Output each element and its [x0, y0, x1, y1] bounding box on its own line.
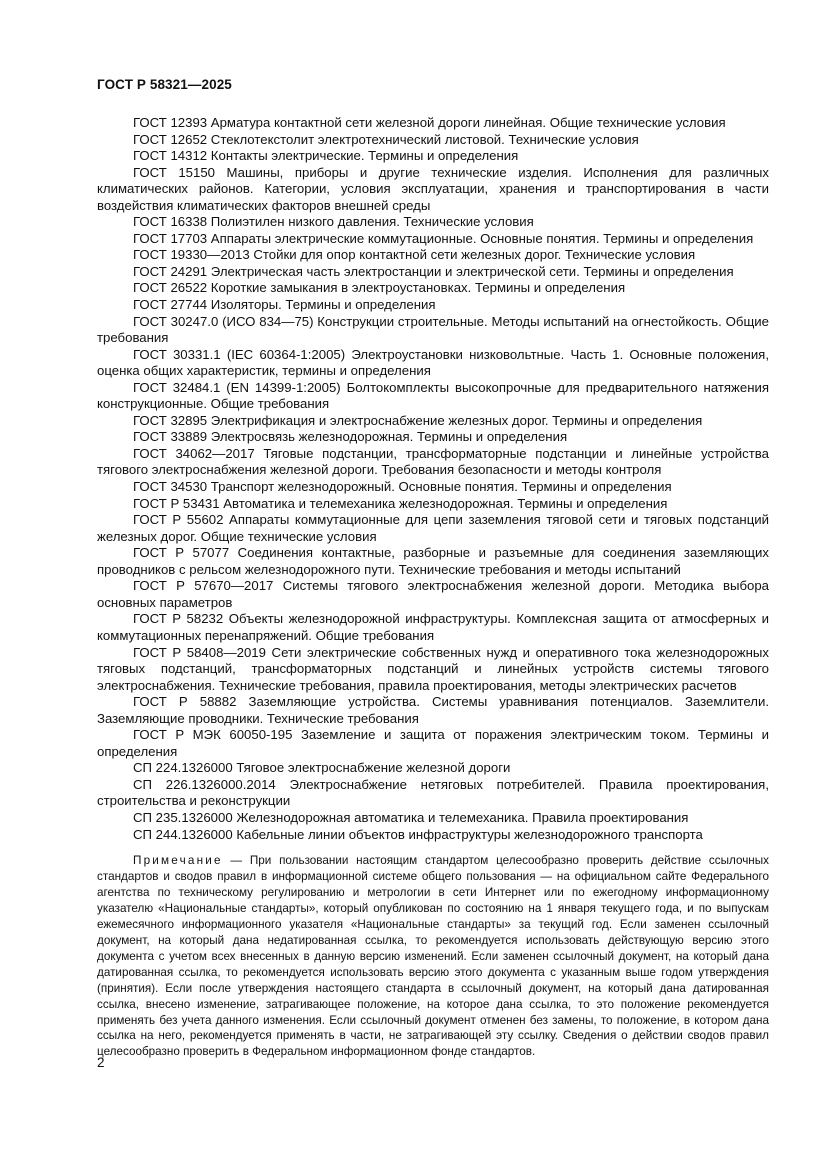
normative-references-list — [97, 115, 769, 843]
reference-item: ГОСТ Р 55602 Аппараты коммутационные для цепи заземления тяговой сети и тяговых подстанций железных дорог. Общие технические условия — [97, 512, 769, 544]
note-block — [97, 853, 769, 1060]
reference-item: СП 235.1326000 Железнодорожная автоматика и телемеханика. Правила проектирования — [133, 809, 689, 825]
reference-item: ГОСТ 19330—2013 Стойки для опор контактной сети железных дорог. Технические условия — [133, 247, 696, 263]
note-paragraph — [97, 853, 769, 1060]
reference-item: ГОСТ Р 53431 Автоматика и телемеханика железнодорожная. Термины и определения — [133, 495, 668, 511]
note-text: — При пользовании настоящим стандартом целесообразно проверить действие ссылочных стандартов и сводов правил в информационной системе общего пользования — на официальном сайте Федерального агентства по техническому регулированию и метрологии в сети Интернет или по ежегодному информационному указателю «Национальные стандарты», который опубликован по состоянию на 1 января текущего года, и по выпускам ежемесячного информационного указателя «Национальные стандарты» за текущий год. Если заменен ссылочный документ, на который дана недатированная ссылка, то рекомендуется использовать действующую версию этого документа с учетом всех внесенных в данную версию изменений. Если заменен ссылочный документ, на который дана датированная ссылка, то рекомендуется использовать версию этого документа с указанным выше годом утверждения (принятия). Если после утверждения настоящего стандарта в ссылочный документ, на который дана датированная ссылка, внесено изменение, затрагивающее положение, на которое дана ссылка, то это положение рекомендуется применять без учета данного изменения. Если ссылочный документ отменен без замены, то положение, в котором дана ссылка на него, рекомендуется применять в части, не затрагивающей эту ссылку. Сведения о действии сводов правил целесообразно проверить в Федеральном информационном фонде стандартов. — [97, 854, 769, 1059]
reference-item: ГОСТ 26522 Короткие замыкания в электроустановках. Термины и определения — [133, 280, 626, 296]
reference-item: ГОСТ Р МЭК 60050-195 Заземление и защита от поражения электрическим током. Термины и определения — [97, 727, 769, 759]
reference-item: ГОСТ Р 58232 Объекты железнодорожной инфраструктуры. Комплексная защита от атмосферных и коммутационных перенапряжений. Общие требования — [97, 611, 769, 643]
reference-item: ГОСТ 27744 Изоляторы. Термины и определения — [133, 297, 436, 313]
reference-item: ГОСТ Р 58408—2019 Сети электрические собственных нужд и оперативного тока железнодорожных тяговых подстанций, трансформаторных подстанций и линейных устройств системы тягового электроснабжения. Технические требования, правила проектирования, методы электрических расчетов — [97, 644, 769, 693]
reference-item: СП 224.1326000 Тяговое электроснабжение железной дороги — [133, 760, 511, 776]
reference-item: ГОСТ 34530 Транспорт железнодорожный. Основные понятия. Термины и определения — [133, 479, 672, 495]
reference-item: СП 244.1326000 Кабельные линии объектов инфраструктуры железнодорожного транспорта — [133, 826, 703, 842]
reference-item: ГОСТ 30247.0 (ИСО 834—75) Конструкции строительные. Методы испытаний на огнестойкость. Общие требования — [97, 313, 769, 346]
note-label: Примечание — [133, 854, 223, 867]
reference-item: ГОСТ 14312 Контакты электрические. Термины и определения — [133, 148, 519, 164]
reference-item: СП 226.1326000.2014 Электроснабжение нетяговых потребителей. Правила проектирования, строительства и реконструкции — [97, 776, 769, 809]
reference-item: ГОСТ 34062—2017 Тяговые подстанции, трансформаторные подстанции и линейные устройства тягового электроснабжения железной дороги. Требования безопасности и методы контроля — [97, 445, 769, 478]
reference-item: ГОСТ Р 57670—2017 Системы тягового электроснабжения железной дороги. Методика выбора основных параметров — [97, 578, 769, 610]
reference-item: ГОСТ 16338 Полиэтилен низкого давления. Технические условия — [133, 214, 534, 230]
reference-item: ГОСТ 12393 Арматура контактной сети железной дороги линейная. Общие технические условия — [133, 115, 726, 130]
page-number: 2 — [97, 1055, 105, 1070]
document-header-code: ГОСТ Р 58321—2025 — [97, 77, 232, 92]
reference-item: ГОСТ 32484.1 (EN 14399-1:2005) Болтокомплекты высокопрочные для предварительного натяжения конструкционные. Общие требования — [97, 379, 769, 412]
reference-item: ГОСТ 32895 Электрификация и электроснабжение железных дорог. Термины и определения — [133, 412, 703, 428]
reference-item: ГОСТ 30331.1 (IEC 60364-1:2005) Электроустановки низковольтные. Часть 1. Основные положения, оценка общих характеристик, термины и определения — [97, 346, 769, 379]
reference-item: ГОСТ Р 58882 Заземляющие устройства. Системы уравнивания потенциалов. Заземлители. Заземляющие проводники. Технические требования — [97, 694, 769, 726]
reference-item: ГОСТ 15150 Машины, приборы и другие технические изделия. Исполнения для различных климатических районов. Категории, условия эксплуатации, хранения и транспортирования в части воздействия климатических факторов внешней среды — [97, 164, 769, 213]
reference-item: ГОСТ 12652 Стеклотекстолит электротехнический листовой. Технические условия — [133, 131, 639, 147]
reference-item: ГОСТ 17703 Аппараты электрические коммутационные. Основные понятия. Термины и определения — [133, 230, 754, 246]
reference-item: ГОСТ 24291 Электрическая часть электростанции и электрической сети. Термины и определения — [133, 263, 734, 279]
reference-item: ГОСТ 33889 Электросвязь железнодорожная. Термины и определения — [133, 429, 568, 445]
reference-item: ГОСТ Р 57077 Соединения контактные, разборные и разъемные для соединения заземляющих проводников с рельсом железнодорожного пути. Технические требования и методы испытаний — [97, 545, 769, 577]
